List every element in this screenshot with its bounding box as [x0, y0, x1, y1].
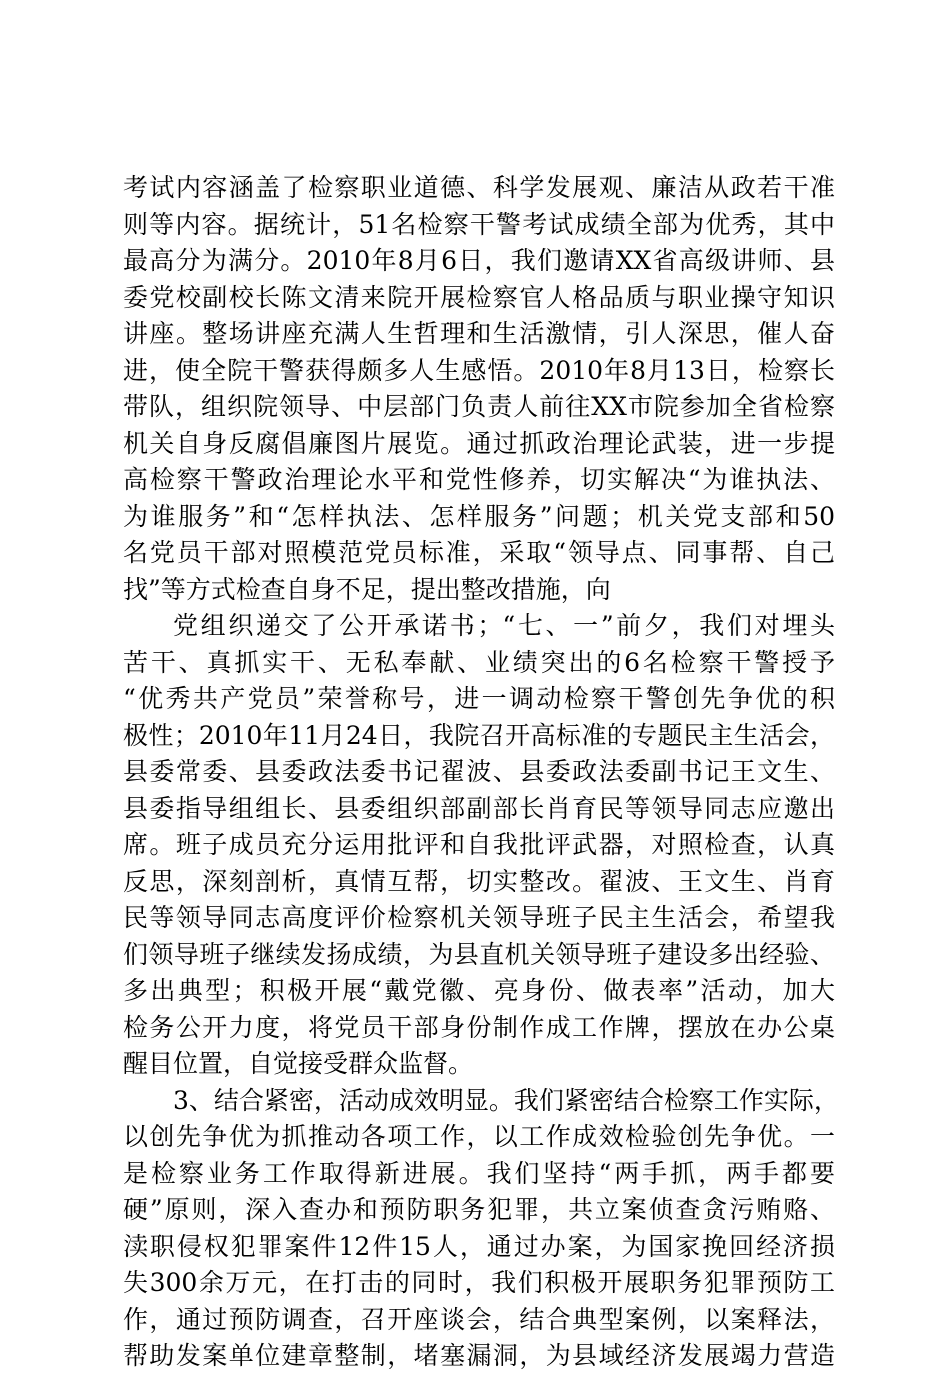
text-line: 民等领导同志高度评价检察机关领导班子民主生活会，希望我	[123, 903, 835, 932]
text-line: 县委常委、县委政法委书记翟波、县委政法委副书记王文生、	[123, 757, 835, 786]
text-line: 县委指导组组长、县委组织部副部长肖育民等领导同志应邀出	[123, 793, 835, 823]
text-line: 醒目位置，自觉接受群众监督。	[123, 1049, 474, 1078]
text-line: 反思，深刻剖析，真情互帮，切实整改。翟波、王文生、肖育	[123, 866, 835, 896]
text-line: 则等内容。据统计，51名检察干警考试成绩全部为优秀，其中	[123, 209, 835, 239]
text-line: 考试内容涵盖了检察职业道德、科学发展观、廉洁从政若干准	[123, 173, 835, 202]
text-line: 讲座。整场讲座充满人生哲理和生活激情，引人深思，催人奋	[123, 319, 835, 348]
text-line: 最高分为满分。2010年8月6日，我们邀请XX省高级讲师、县	[123, 246, 835, 275]
text-line: 带队，组织院领导、中层部门负责人前往XX市院参加全省检察	[123, 392, 835, 421]
text-line: 渎职侵权犯罪案件12件15人，通过办案，为国家挽回经济损	[123, 1231, 835, 1261]
paragraph-2	[123, 608, 835, 1083]
text-line: 失300余万元，在打击的同时，我们积极开展职务犯罪预防工	[123, 1268, 835, 1297]
text-line: 硬”原则，深入查办和预防职务犯罪，共立案侦查贪污贿赂、	[123, 1195, 835, 1224]
text-line: 为谁服务”和“怎样执法、怎样服务”问题；机关党支部和50	[123, 501, 835, 531]
text-line: 3、结合紧密，活动成效明显。我们紧密结合检察工作实际，	[173, 1085, 839, 1115]
text-line: 委党校副校长陈文清来院开展检察官人格品质与职业操守知识	[123, 282, 835, 312]
text-line: 席。班子成员充分运用批评和自我批评武器，对照检查，认真	[123, 830, 835, 859]
text-line: 名党员干部对照模范党员标准，采取“领导点、同事帮、自己	[123, 538, 835, 567]
text-line: 作，通过预防调查，召开座谈会，结合典型案例，以案释法，	[123, 1304, 835, 1334]
text-line: 高检察干警政治理论水平和党性修养，切实解决“为谁执法、	[123, 465, 835, 494]
document-body	[123, 170, 839, 1375]
text-line: 党组织递交了公开承诺书；“七、一”前夕，我们对埋头	[173, 611, 835, 640]
text-line: 找”等方式检查自身不足，提出整改措施，向	[123, 574, 611, 604]
text-line: 苦干、真抓实干、无私奉献、业绩突出的6名检察干警授予	[123, 647, 835, 677]
text-line: 机关自身反腐倡廉图片展览。通过抓政治理论武装，进一步提	[123, 428, 835, 458]
text-line: 们领导班子继续发扬成绩，为县直机关领导班子建设多出经验、	[123, 939, 835, 969]
text-line: 检务公开力度，将党员干部身份制作成工作牌，摆放在办公桌	[123, 1012, 835, 1042]
text-line: 以创先争优为抓推动各项工作，以工作成效检验创先争优。一	[123, 1122, 835, 1151]
paragraph-1	[123, 170, 835, 608]
text-line: 多出典型；积极开展“戴党徽、亮身份、做表率”活动，加大	[123, 976, 835, 1005]
text-line: 是检察业务工作取得新进展。我们坚持“两手抓，两手都要	[123, 1158, 835, 1188]
text-line: “优秀共产党员”荣誉称号，进一调动检察干警创先争优的积	[123, 684, 835, 713]
text-line: 极性；2010年11月24日，我院召开高标准的专题民主生活会，	[123, 720, 835, 750]
text-line: 帮助发案单位建章整制，堵塞漏洞，为县域经济发展竭力营造	[123, 1341, 835, 1370]
text-line: 进，使全院干警获得颇多人生感悟。2010年8月13日，检察长	[123, 355, 835, 385]
paragraph-3	[123, 1083, 839, 1375]
